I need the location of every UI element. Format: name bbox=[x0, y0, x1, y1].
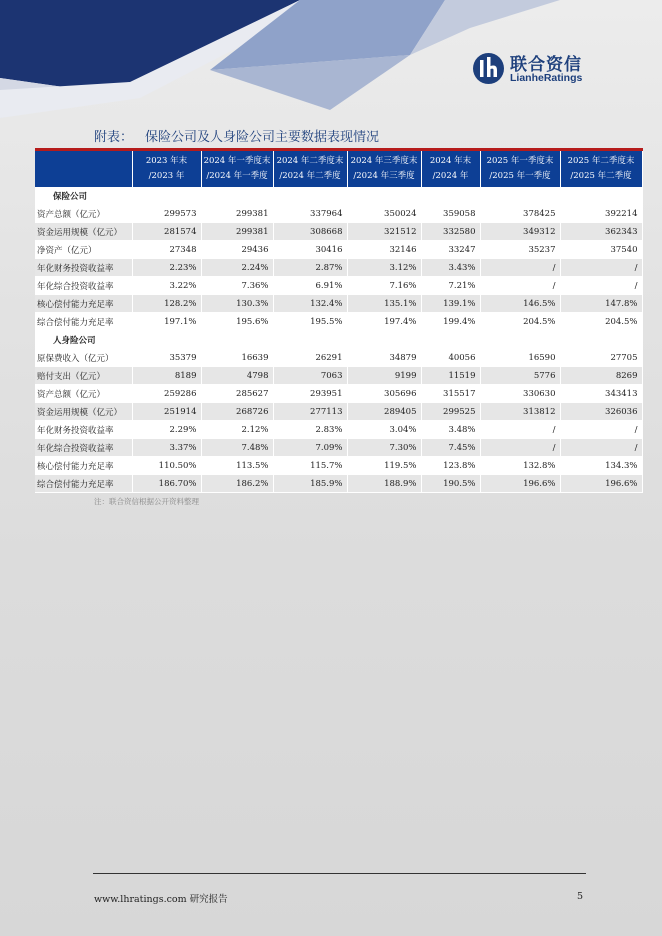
column-header: 2023 年末 /2023 年 bbox=[132, 150, 201, 188]
table-cell: 313812 bbox=[480, 403, 560, 421]
table-cell: 199.4% bbox=[421, 313, 480, 331]
table-cell: 119.5% bbox=[347, 457, 421, 475]
section-empty-cell bbox=[480, 331, 560, 349]
table-cell: / bbox=[480, 421, 560, 439]
section-empty-cell bbox=[421, 187, 480, 205]
table-cell: 7.16% bbox=[347, 277, 421, 295]
table-note: 注：联合资信根据公开资料整理 bbox=[94, 497, 199, 506]
column-header: 2024 年二季度末 /2024 年二季度 bbox=[273, 150, 347, 188]
table-cell: 332580 bbox=[421, 223, 480, 241]
table-cell: 139.1% bbox=[421, 295, 480, 313]
table-cell: / bbox=[480, 439, 560, 457]
table-cell: / bbox=[480, 259, 560, 277]
table-cell: 3.48% bbox=[421, 421, 480, 439]
footer-divider bbox=[93, 873, 586, 874]
title-text: 保险公司及人身险公司主要数据表现情况 bbox=[145, 130, 380, 145]
section-empty-cell bbox=[273, 187, 347, 205]
data-table bbox=[35, 148, 643, 493]
row-label: 年化综合投资收益率 bbox=[35, 439, 132, 457]
table-cell: / bbox=[560, 439, 642, 457]
table-title bbox=[94, 126, 379, 145]
table-cell: 268726 bbox=[201, 403, 273, 421]
table-cell: 196.6% bbox=[480, 475, 560, 493]
table-cell: 359058 bbox=[421, 205, 480, 223]
table-cell: 29436 bbox=[201, 241, 273, 259]
table-cell: 37540 bbox=[560, 241, 642, 259]
column-header: 2024 年末 /2024 年 bbox=[421, 150, 480, 188]
table-cell: 3.12% bbox=[347, 259, 421, 277]
table-cell: 7063 bbox=[273, 367, 347, 385]
row-label: 年化财务投资收益率 bbox=[35, 259, 132, 277]
column-header: 2025 年一季度末 /2025 年一季度 bbox=[480, 150, 560, 188]
table-cell: / bbox=[560, 421, 642, 439]
table-cell: 197.1% bbox=[132, 313, 201, 331]
table-cell: 33247 bbox=[421, 241, 480, 259]
table-cell: 2.24% bbox=[201, 259, 273, 277]
table-cell: 195.5% bbox=[273, 313, 347, 331]
table-row bbox=[35, 295, 642, 313]
table-cell: 330630 bbox=[480, 385, 560, 403]
table-cell: 132.8% bbox=[480, 457, 560, 475]
table-cell: 2.87% bbox=[273, 259, 347, 277]
section-empty-cell bbox=[347, 187, 421, 205]
table-cell: 146.5% bbox=[480, 295, 560, 313]
table-cell: 16590 bbox=[480, 349, 560, 367]
table-cell: 392214 bbox=[560, 205, 642, 223]
row-label: 年化综合投资收益率 bbox=[35, 277, 132, 295]
table-cell: 185.9% bbox=[273, 475, 347, 493]
column-header: 2025 年二季度末 /2025 年二季度 bbox=[560, 150, 642, 188]
title-prefix: 附表： bbox=[94, 130, 134, 145]
table-cell: 9199 bbox=[347, 367, 421, 385]
table-cell: 7.48% bbox=[201, 439, 273, 457]
table-cell: 3.37% bbox=[132, 439, 201, 457]
section-label: 保险公司 bbox=[35, 187, 132, 205]
table-cell: 197.4% bbox=[347, 313, 421, 331]
table-cell: 2.23% bbox=[132, 259, 201, 277]
table-cell: 5776 bbox=[480, 367, 560, 385]
table-cell: / bbox=[560, 277, 642, 295]
section-empty-cell bbox=[480, 187, 560, 205]
table-cell: 135.1% bbox=[347, 295, 421, 313]
row-label: 资产总额（亿元） bbox=[35, 205, 132, 223]
row-label: 核心偿付能力充足率 bbox=[35, 457, 132, 475]
table-cell: 305696 bbox=[347, 385, 421, 403]
table-cell: 16639 bbox=[201, 349, 273, 367]
table-cell: / bbox=[480, 277, 560, 295]
row-label: 年化财务投资收益率 bbox=[35, 421, 132, 439]
table-cell: 6.91% bbox=[273, 277, 347, 295]
table-cell: 32146 bbox=[347, 241, 421, 259]
table-cell: 115.7% bbox=[273, 457, 347, 475]
table-cell: 321512 bbox=[347, 223, 421, 241]
table-row bbox=[35, 475, 642, 493]
table-cell: 40056 bbox=[421, 349, 480, 367]
table-row bbox=[35, 385, 642, 403]
table-cell: 315517 bbox=[421, 385, 480, 403]
table-cell: 204.5% bbox=[480, 313, 560, 331]
table-cell: 378425 bbox=[480, 205, 560, 223]
table-cell: 2.12% bbox=[201, 421, 273, 439]
table-cell: 186.2% bbox=[201, 475, 273, 493]
section-row bbox=[35, 187, 642, 205]
table-cell: 2.83% bbox=[273, 421, 347, 439]
table-cell: 3.43% bbox=[421, 259, 480, 277]
logo-chinese-name: 联合资信 bbox=[510, 55, 582, 75]
row-label: 原保费收入（亿元） bbox=[35, 349, 132, 367]
company-logo bbox=[472, 50, 602, 90]
table-cell: 196.6% bbox=[560, 475, 642, 493]
table-cell: 7.30% bbox=[347, 439, 421, 457]
table-cell: 130.3% bbox=[201, 295, 273, 313]
table-row bbox=[35, 403, 642, 421]
table-cell: 7.45% bbox=[421, 439, 480, 457]
section-empty-cell bbox=[347, 331, 421, 349]
table-cell: 308668 bbox=[273, 223, 347, 241]
section-empty-cell bbox=[273, 331, 347, 349]
table-row bbox=[35, 241, 642, 259]
table-cell: 343413 bbox=[560, 385, 642, 403]
page-number: 5 bbox=[577, 891, 584, 902]
table-row bbox=[35, 205, 642, 223]
table-cell: 110.50% bbox=[132, 457, 201, 475]
row-label: 资金运用规模（亿元） bbox=[35, 223, 132, 241]
table-cell: 362343 bbox=[560, 223, 642, 241]
table-cell: 281574 bbox=[132, 223, 201, 241]
table-cell: 30416 bbox=[273, 241, 347, 259]
table-cell: 8269 bbox=[560, 367, 642, 385]
table-row bbox=[35, 223, 642, 241]
table-cell: 3.04% bbox=[347, 421, 421, 439]
row-label: 赔付支出（亿元） bbox=[35, 367, 132, 385]
table-cell: 35379 bbox=[132, 349, 201, 367]
table-cell: 195.6% bbox=[201, 313, 273, 331]
section-empty-cell bbox=[560, 331, 642, 349]
table-cell: 134.3% bbox=[560, 457, 642, 475]
table-row bbox=[35, 349, 642, 367]
table-row bbox=[35, 439, 642, 457]
row-label: 核心偿付能力充足率 bbox=[35, 295, 132, 313]
table-cell: 277113 bbox=[273, 403, 347, 421]
section-empty-cell bbox=[201, 331, 273, 349]
table-cell: 204.5% bbox=[560, 313, 642, 331]
table-cell: 113.5% bbox=[201, 457, 273, 475]
row-label: 综合偿付能力充足率 bbox=[35, 475, 132, 493]
logo-mark-icon bbox=[472, 52, 505, 85]
table-row bbox=[35, 277, 642, 295]
table-cell: 35237 bbox=[480, 241, 560, 259]
table-header-row bbox=[35, 150, 642, 188]
table-cell: 7.21% bbox=[421, 277, 480, 295]
footer-website: www.lhratings.com 研究报告 bbox=[94, 894, 228, 905]
table-cell: 299381 bbox=[201, 205, 273, 223]
table-row bbox=[35, 367, 642, 385]
table-cell: 8189 bbox=[132, 367, 201, 385]
table-cell: 27348 bbox=[132, 241, 201, 259]
section-empty-cell bbox=[132, 187, 201, 205]
logo-english-name: LianheRatings bbox=[510, 72, 583, 84]
row-label: 净资产（亿元） bbox=[35, 241, 132, 259]
table-cell: 128.2% bbox=[132, 295, 201, 313]
table-cell: 3.22% bbox=[132, 277, 201, 295]
row-label: 综合偿付能力充足率 bbox=[35, 313, 132, 331]
section-empty-cell bbox=[132, 331, 201, 349]
table-row bbox=[35, 421, 642, 439]
table-cell: 299525 bbox=[421, 403, 480, 421]
column-header: 2024 年一季度末 /2024 年一季度 bbox=[201, 150, 273, 188]
section-empty-cell bbox=[421, 331, 480, 349]
table-cell: 299573 bbox=[132, 205, 201, 223]
table-cell: 350024 bbox=[347, 205, 421, 223]
table-cell: 259286 bbox=[132, 385, 201, 403]
table-body bbox=[35, 187, 642, 493]
table-cell: 326036 bbox=[560, 403, 642, 421]
table-cell: 186.70% bbox=[132, 475, 201, 493]
table-cell: 2.29% bbox=[132, 421, 201, 439]
table-cell: 7.09% bbox=[273, 439, 347, 457]
table-cell: 27705 bbox=[560, 349, 642, 367]
table-cell: 188.9% bbox=[347, 475, 421, 493]
section-label: 人身险公司 bbox=[35, 331, 132, 349]
header-corner bbox=[35, 150, 132, 188]
table-cell: 299381 bbox=[201, 223, 273, 241]
table-cell: 190.5% bbox=[421, 475, 480, 493]
table-row bbox=[35, 313, 642, 331]
table-cell: 293951 bbox=[273, 385, 347, 403]
table-cell: 147.8% bbox=[560, 295, 642, 313]
table-cell: 11519 bbox=[421, 367, 480, 385]
section-row bbox=[35, 331, 642, 349]
table-row bbox=[35, 259, 642, 277]
table-cell: 26291 bbox=[273, 349, 347, 367]
table-row bbox=[35, 457, 642, 475]
table-cell: 123.8% bbox=[421, 457, 480, 475]
table-cell: 349312 bbox=[480, 223, 560, 241]
table-cell: 132.4% bbox=[273, 295, 347, 313]
table-cell: 4798 bbox=[201, 367, 273, 385]
table-cell: 337964 bbox=[273, 205, 347, 223]
row-label: 资产总额（亿元） bbox=[35, 385, 132, 403]
column-header: 2024 年三季度末 /2024 年三季度 bbox=[347, 150, 421, 188]
table-cell: / bbox=[560, 259, 642, 277]
table-cell: 289405 bbox=[347, 403, 421, 421]
table-cell: 34879 bbox=[347, 349, 421, 367]
table-cell: 7.36% bbox=[201, 277, 273, 295]
table-cell: 285627 bbox=[201, 385, 273, 403]
section-empty-cell bbox=[560, 187, 642, 205]
section-empty-cell bbox=[201, 187, 273, 205]
row-label: 资金运用规模（亿元） bbox=[35, 403, 132, 421]
table-cell: 251914 bbox=[132, 403, 201, 421]
